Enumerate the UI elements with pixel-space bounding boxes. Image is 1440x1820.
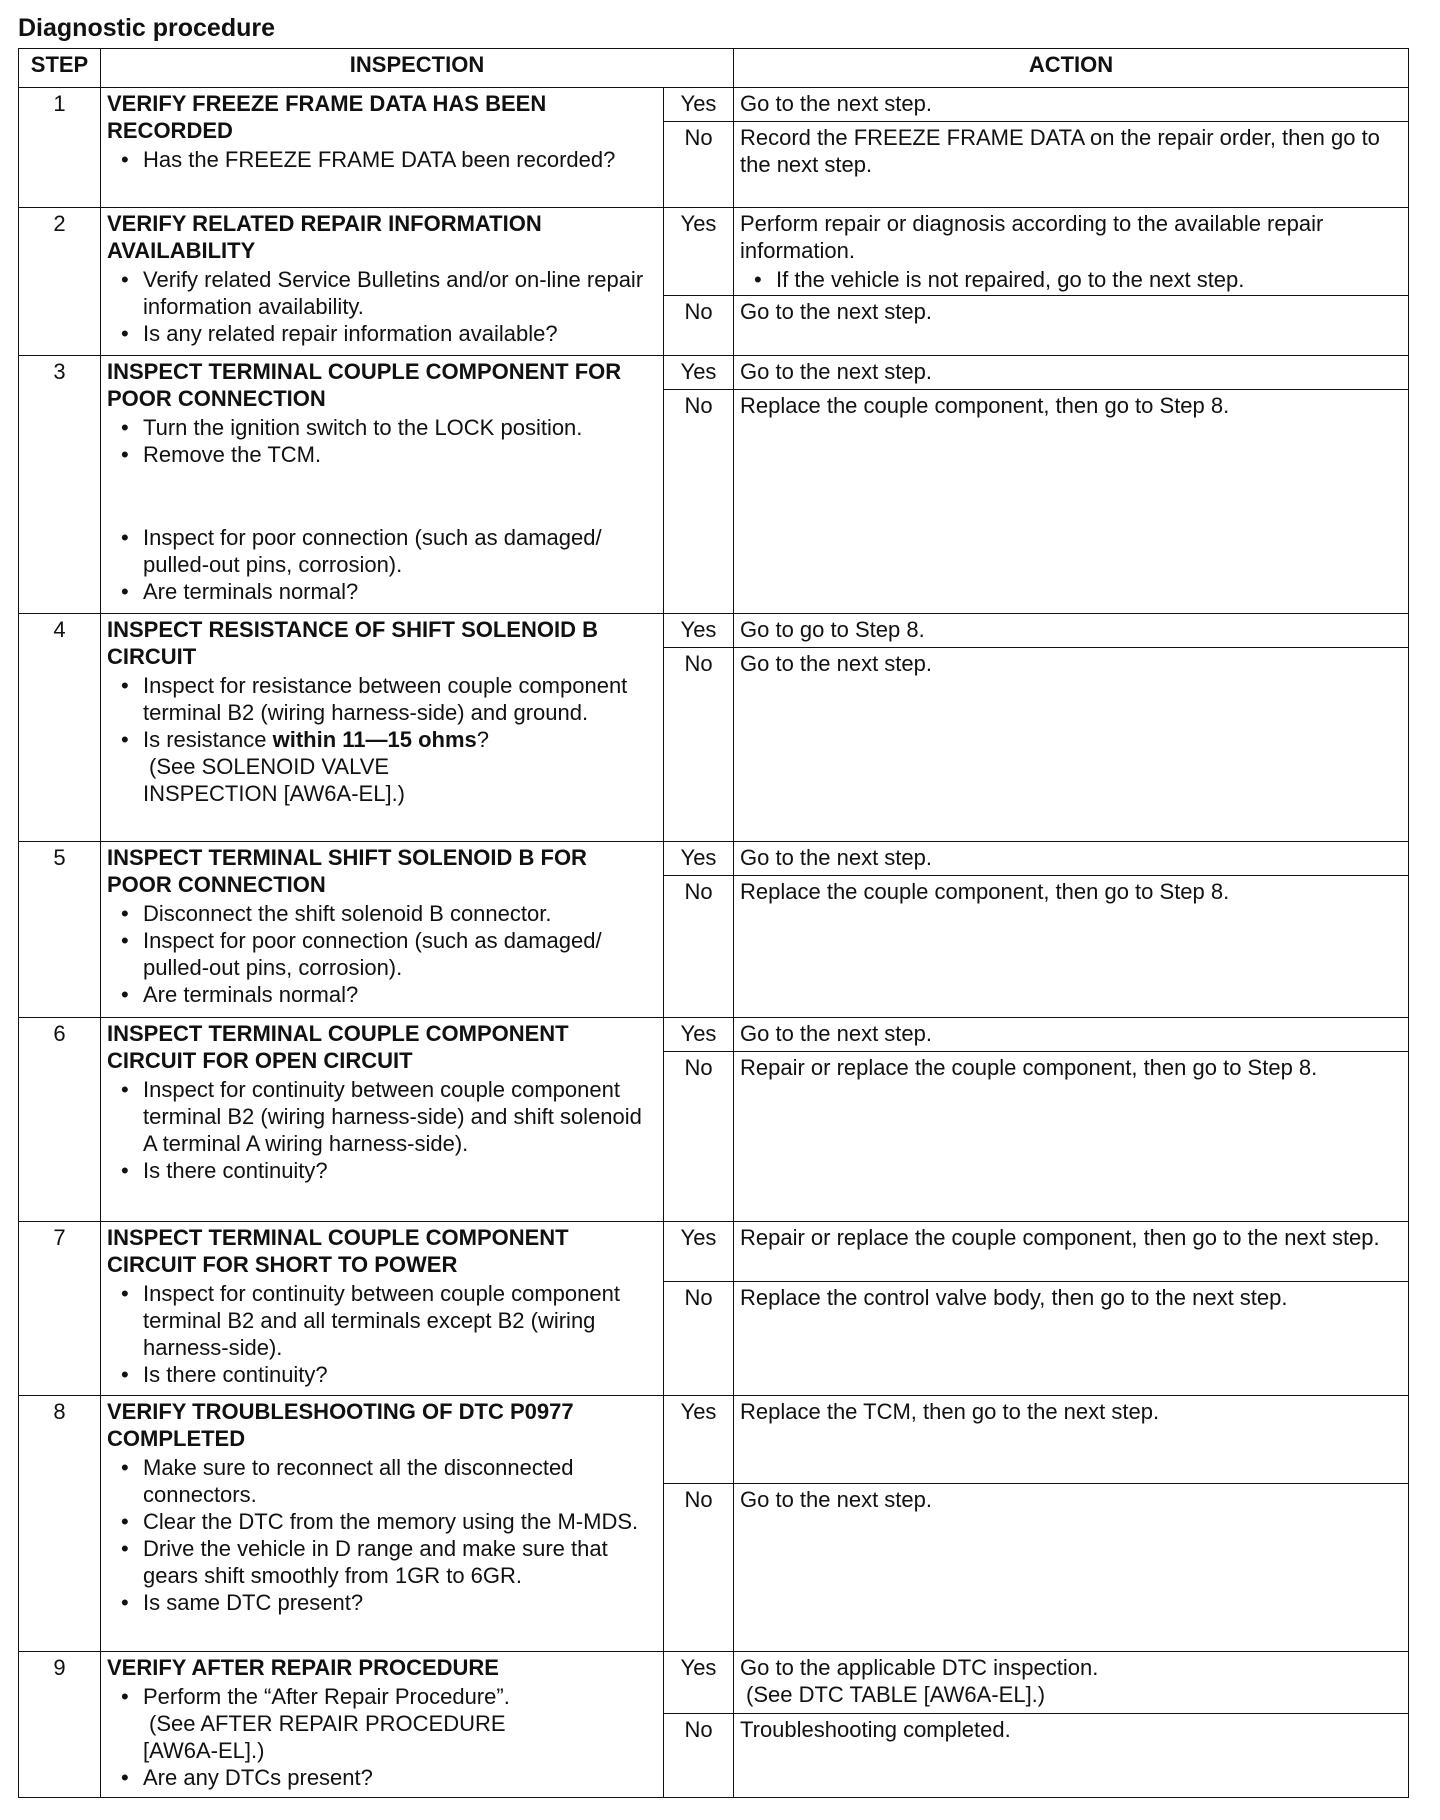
- diagnostic-procedure-table: [18, 48, 1409, 1798]
- step-row-yes: [19, 356, 1409, 390]
- no-action: Replace the couple component, then go to Step 8.: [734, 876, 1409, 1018]
- step-number: 7: [19, 1222, 101, 1396]
- yes-label: Yes: [664, 356, 734, 390]
- inspection-item: • Perform the “After Repair Procedure”.: [143, 1683, 657, 1710]
- inspection-cell: [101, 208, 664, 356]
- inspection-item: • Is any related repair information available?: [143, 320, 657, 347]
- no-label: No: [664, 1052, 734, 1222]
- inspection-item: • Is there continuity?: [143, 1157, 657, 1184]
- reference-note: [107, 753, 657, 807]
- resistance-question-prefix: Is resistance: [143, 727, 273, 752]
- reference-note-line: (See SOLENOID VALVE: [149, 754, 390, 779]
- no-label: No: [664, 122, 734, 208]
- inspection-title: VERIFY FREEZE FRAME DATA HAS BEEN RECORDED: [107, 91, 547, 143]
- yes-action: Replace the TCM, then go to the next step.: [734, 1396, 1409, 1484]
- yes-label: Yes: [664, 1652, 734, 1714]
- yes-action: Go to the next step.: [734, 88, 1409, 122]
- yes-label: Yes: [664, 1396, 734, 1484]
- inspection-item: • Is there continuity?: [143, 1361, 657, 1388]
- inspection-title: INSPECT TERMINAL COUPLE COMPONENT CIRCUIT FOR SHORT TO POWER: [107, 1225, 569, 1277]
- step-row-yes: [19, 1018, 1409, 1052]
- inspection-cell: [101, 1652, 664, 1798]
- inspection-cell: [101, 614, 664, 842]
- inspection-title: INSPECT TERMINAL SHIFT SOLENOID B FOR POOR CONNECTION: [107, 845, 587, 897]
- inspection-title: INSPECT TERMINAL COUPLE COMPONENT CIRCUIT FOR OPEN CIRCUIT: [107, 1021, 569, 1073]
- resistance-spec: within 11—15 ohms: [272, 727, 477, 752]
- inspection-title: INSPECT TERMINAL COUPLE COMPONENT FOR POOR CONNECTION: [107, 359, 622, 411]
- inspection-item: • Turn the ignition switch to the LOCK position.: [143, 414, 657, 441]
- inspection-title: VERIFY RELATED REPAIR INFORMATION AVAILABILITY: [107, 211, 542, 263]
- no-action: Record the FREEZE FRAME DATA on the repair order, then go to the next step.: [734, 122, 1409, 208]
- resistance-question-suffix: ?: [476, 727, 490, 752]
- yes-label: Yes: [664, 842, 734, 876]
- step-row-yes: [19, 614, 1409, 648]
- yes-action-note: (See DTC TABLE [AW6A-EL].): [746, 1682, 1046, 1707]
- step-row-yes: [19, 1222, 1409, 1282]
- reference-note-line: INSPECTION [AW6A-EL].): [143, 781, 406, 806]
- step-number: 8: [19, 1396, 101, 1652]
- yes-label: Yes: [664, 208, 734, 296]
- step-row-yes: [19, 1652, 1409, 1714]
- no-label: No: [664, 296, 734, 356]
- inspection-item: • Remove the TCM.: [143, 441, 657, 468]
- inspection-cell: [101, 842, 664, 1018]
- inspection-item: • Are any DTCs present?: [143, 1764, 657, 1791]
- inspection-item: • Are terminals normal?: [143, 981, 657, 1008]
- inspection-list: [107, 900, 657, 1008]
- inspection-item: • Verify related Service Bulletins and/or on-line repair information availability.: [143, 266, 657, 320]
- inspection-cell: [101, 356, 664, 614]
- step-number: 9: [19, 1652, 101, 1798]
- no-action: Repair or replace the couple component, then go to Step 8.: [734, 1052, 1409, 1222]
- inspection-list: [107, 1076, 657, 1184]
- step-row-yes: [19, 842, 1409, 876]
- inspection-list: [107, 266, 657, 347]
- page-title: Diagnostic procedure: [18, 14, 275, 42]
- inspection-item: • Has the FREEZE FRAME DATA been recorded?: [143, 146, 657, 173]
- inspection-item: • Are terminals normal?: [143, 578, 657, 605]
- inspection-item: • Clear the DTC from the memory using the M-MDS.: [143, 1508, 657, 1535]
- inspection-list: [107, 1683, 657, 1710]
- inspection-cell: [101, 1018, 664, 1222]
- no-action: Replace the couple component, then go to Step 8.: [734, 390, 1409, 614]
- inspection-item: • Inspect for poor connection (such as damaged/ pulled-out pins, corrosion).: [143, 524, 657, 578]
- inspection-cell: [101, 88, 664, 208]
- yes-action: Go to go to Step 8.: [734, 614, 1409, 648]
- step-number: 6: [19, 1018, 101, 1222]
- no-label: No: [664, 648, 734, 842]
- no-action: Troubleshooting completed.: [734, 1714, 1409, 1798]
- inspection-item: • Make sure to reconnect all the disconnected connectors.: [143, 1454, 657, 1508]
- step-number: 1: [19, 88, 101, 208]
- yes-action: Go to the next step.: [734, 356, 1409, 390]
- header-row: [19, 49, 1409, 88]
- inspection-list: [107, 672, 657, 753]
- inspection-item: • Disconnect the shift solenoid B connector.: [143, 900, 657, 927]
- step-number: 3: [19, 356, 101, 614]
- reference-note-line: [AW6A-EL].): [143, 1738, 265, 1763]
- inspection-list: [107, 414, 657, 605]
- inspection-title: INSPECT RESISTANCE OF SHIFT SOLENOID B CIRCUIT: [107, 617, 598, 669]
- no-action: Go to the next step.: [734, 296, 1409, 356]
- yes-action: Go to the applicable DTC inspection.: [740, 1655, 1099, 1680]
- no-label: No: [664, 1484, 734, 1652]
- inspection-item: • Inspect for resistance between couple component terminal B2 (wiring harness-side) and ground.: [143, 672, 657, 726]
- header-action: ACTION: [734, 49, 1409, 88]
- inspection-item: • Inspect for continuity between couple component terminal B2 and all terminals except B2 (wiring harness-side).: [143, 1280, 657, 1361]
- header-inspection: INSPECTION: [101, 49, 734, 88]
- inspection-list: [107, 1454, 657, 1616]
- yes-label: Yes: [664, 614, 734, 648]
- inspection-item: • Inspect for continuity between couple component terminal B2 (wiring harness-side) and shift solenoid A terminal A wiring harness-side).: [143, 1076, 657, 1157]
- no-action: Go to the next step.: [734, 1484, 1409, 1652]
- yes-action-cell: [734, 1652, 1409, 1714]
- inspection-item: • Inspect for poor connection (such as damaged/ pulled-out pins, corrosion).: [143, 927, 657, 981]
- inspection-cell: [101, 1222, 664, 1396]
- inspection-item: • Is same DTC present?: [143, 1589, 657, 1616]
- yes-action: Go to the next step.: [734, 1018, 1409, 1052]
- no-label: No: [664, 876, 734, 1018]
- step-row-yes: [19, 1396, 1409, 1484]
- inspection-item: • Drive the vehicle in D range and make sure that gears shift smoothly from 1GR to 6GR.: [143, 1535, 657, 1589]
- inspection-title: VERIFY TROUBLESHOOTING OF DTC P0977 COMPLETED: [107, 1399, 574, 1451]
- inspection-title: VERIFY AFTER REPAIR PROCEDURE: [107, 1655, 499, 1680]
- yes-action: Repair or replace the couple component, then go to the next step.: [734, 1222, 1409, 1282]
- inspection-list: [107, 146, 657, 173]
- step-number: 4: [19, 614, 101, 842]
- yes-label: Yes: [664, 1018, 734, 1052]
- no-action: Replace the control valve body, then go to the next step.: [734, 1282, 1409, 1396]
- no-label: No: [664, 1714, 734, 1798]
- inspection-item: [143, 726, 657, 753]
- inspection-list: [107, 1280, 657, 1388]
- yes-label: Yes: [664, 88, 734, 122]
- no-action: Go to the next step.: [734, 648, 1409, 842]
- reference-note-line: (See AFTER REPAIR PROCEDURE: [149, 1711, 506, 1736]
- action-item: • If the vehicle is not repaired, go to the next step.: [776, 266, 1402, 293]
- action-list: [740, 266, 1402, 293]
- no-label: No: [664, 1282, 734, 1396]
- inspection-list: [107, 1764, 657, 1791]
- yes-label: Yes: [664, 1222, 734, 1282]
- step-row-yes: [19, 88, 1409, 122]
- yes-action-cell: [734, 208, 1409, 296]
- step-number: 2: [19, 208, 101, 356]
- inspection-cell: [101, 1396, 664, 1652]
- header-step: STEP: [19, 49, 101, 88]
- yes-action: Go to the next step.: [734, 842, 1409, 876]
- step-row-yes: [19, 208, 1409, 296]
- reference-note: [107, 1710, 657, 1764]
- no-label: No: [664, 390, 734, 614]
- yes-action: Perform repair or diagnosis according to the available repair information.: [740, 211, 1324, 263]
- step-number: 5: [19, 842, 101, 1018]
